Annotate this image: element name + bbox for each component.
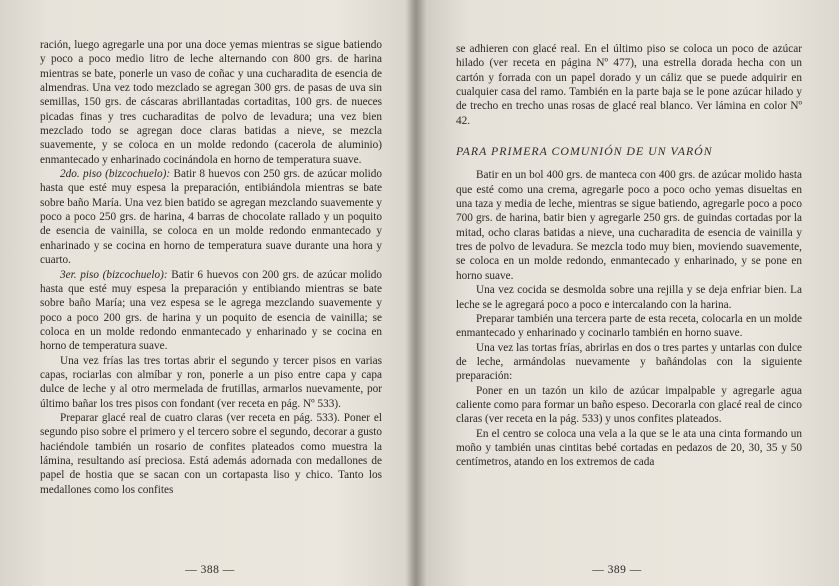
page-number: — 389 — [592, 564, 642, 576]
paragraph: se adhieren con glacé real. En el último piso se coloca un poco de azúcar hilado (ver receta en página Nº 477), una estrella dorada hecha con un cartón y forrada con un papel dorado y un cáliz que se puede adquirir en cualquier casa del ramo. También en la parte baja se le pone azúcar hilado y de trecho en trecho unas rosas de glacé real blanco. Ver lámina en color Nº 42. [456, 43, 802, 127]
paragraph: En el centro se coloca una vela a la que se le ata una cinta formando un moño y también unas cintitas bebé cortadas en pedazos de 20, 30, 35 y 50 centímetros, atando en los extremos de cada [456, 427, 802, 469]
right-page [427, 0, 839, 586]
paragraph: Preparar también una tercera parte de esta receta, colocarla en un molde enmantecado y enharinado y cocinarlo también en horno suave. [456, 312, 802, 340]
paragraph: Batir en un bol 400 grs. de manteca con 400 grs. de azúcar molido hasta que esté como una crema, agregarle poco a poco ocho yemas disueltas en una taza y media de leche, mientras se sigue batiendo, agregarle poco a poco 700 grs. de harina, batir bien y agregarle 250 grs. de guindas cortadas por la mitad, ocho claras batidas a nieve, una cucharadita de esencia de vainilla y tres de polvo de levadura. Se mezcla todo muy bien, moviendo suavemente, se coloca en un molde redondo, enmantecado y enharinado, y se pone en horno suave. [456, 169, 802, 282]
paragraph: 2do. piso (bizcochuelo): Batir 8 huevos con 250 grs. de azúcar molido hasta que esté muy espesa la preparación, entibiándola mientras se bate sobre baño María. Una vez bien batido se agregan mezclando suavemente y poco a poco 250 grs. de harina, 4 barras de chocolate rallado y un poquito de esencia de vainilla, se coloca en un molde redondo enmantecado y enharinado y se cocina en horno de temperatura suave durante una hora y cuarto. [40, 168, 382, 267]
recipe-heading: PARA PRIMERA COMUNIÓN DE UN VARÓN [456, 144, 713, 159]
right-page-body [456, 42, 802, 470]
paragraph: 3er. piso (bizcochuelo): Batir 6 huevos con 200 grs. de azúcar molido hasta que esté muy espesa la preparación y entibiando mientras se bate sobre baño María; una vez espesa se le agrega mezclando suavemente y poco a poco 200 grs. de harina y un poquito de esencia de vainilla; se coloca en un molde redondo enmantecado y enharinado y se cocina en horno de temperatura suave. [40, 268, 383, 353]
paragraph: Preparar glacé real de cuatro claras (ver receta en pág. 533). Poner el segundo piso sobre el primero y el tercero sobre el segundo, decorar a gusto haciéndole también un rosario de confites plateados como muestra la lámina, resultando así preciosa. Está además adornada con medallones de papel de hostia que se sacan con un cortapasta liso y chico. Tanto los medallones como los confites [40, 411, 382, 496]
paragraph: Una vez frías las tres tortas abrir el segundo y tercer pisos en varias capas, rociarlas con almíbar y ron, ponerle a un piso entre capa y capa dulce de leche y al otro mermelada de frutillas, armarlos nuevamente, por último bañar los tres pisos con fondant (ver receta en pág. Nº 533). [40, 354, 382, 410]
paragraph: ración, luego agregarle una por una doce yemas mientras se sigue batiendo y poco a poco medio litro de leche alternando con 800 grs. de harina mientras se bate, ponerle un vaso de coñac y una cucharadita de esencia de almendras. Una vez todo mezclado se agregan 300 grs. de pasas de uva sin semillas, 150 grs. de cáscaras abrillantadas cortaditas, 100 grs. de nueces picadas finas y tres cucharaditas de polvo de levadura; una vez bien mezclado todo se agregan doce claras batidas a nieve, se mezcla suavemente, y se coloca en un molde redondo (cacerola de aluminio) enmantecado y enharinado cocinándola en horno de temperatura suave. [40, 39, 382, 166]
left-page-body [40, 38, 382, 497]
paragraph: Poner en un tazón un kilo de azúcar impalpable y agregarle agua caliente como para formar un baño espeso. Decorarla con glacé real de cinco claras (ver receta en la pág. 533) y unos confites plateados. [456, 384, 802, 426]
paragraph: Una vez cocida se desmolda sobre una rejilla y se deja enfriar bien. La leche se le agregará poco a poco e intercalando con la harina. [456, 284, 802, 311]
left-page [0, 0, 412, 586]
paragraph-lead: 2do. piso (bizcochuelo): [60, 168, 171, 181]
paragraph-lead: 3er. piso (bizcochuelo): [60, 268, 168, 281]
paragraph: Una vez las tortas frías, abrirlas en dos o tres partes y untarlas con dulce de leche, armándolas nuevamente y bañándolas con la siguiente preparación: [456, 341, 802, 383]
page-number: — 388 — [185, 564, 235, 576]
